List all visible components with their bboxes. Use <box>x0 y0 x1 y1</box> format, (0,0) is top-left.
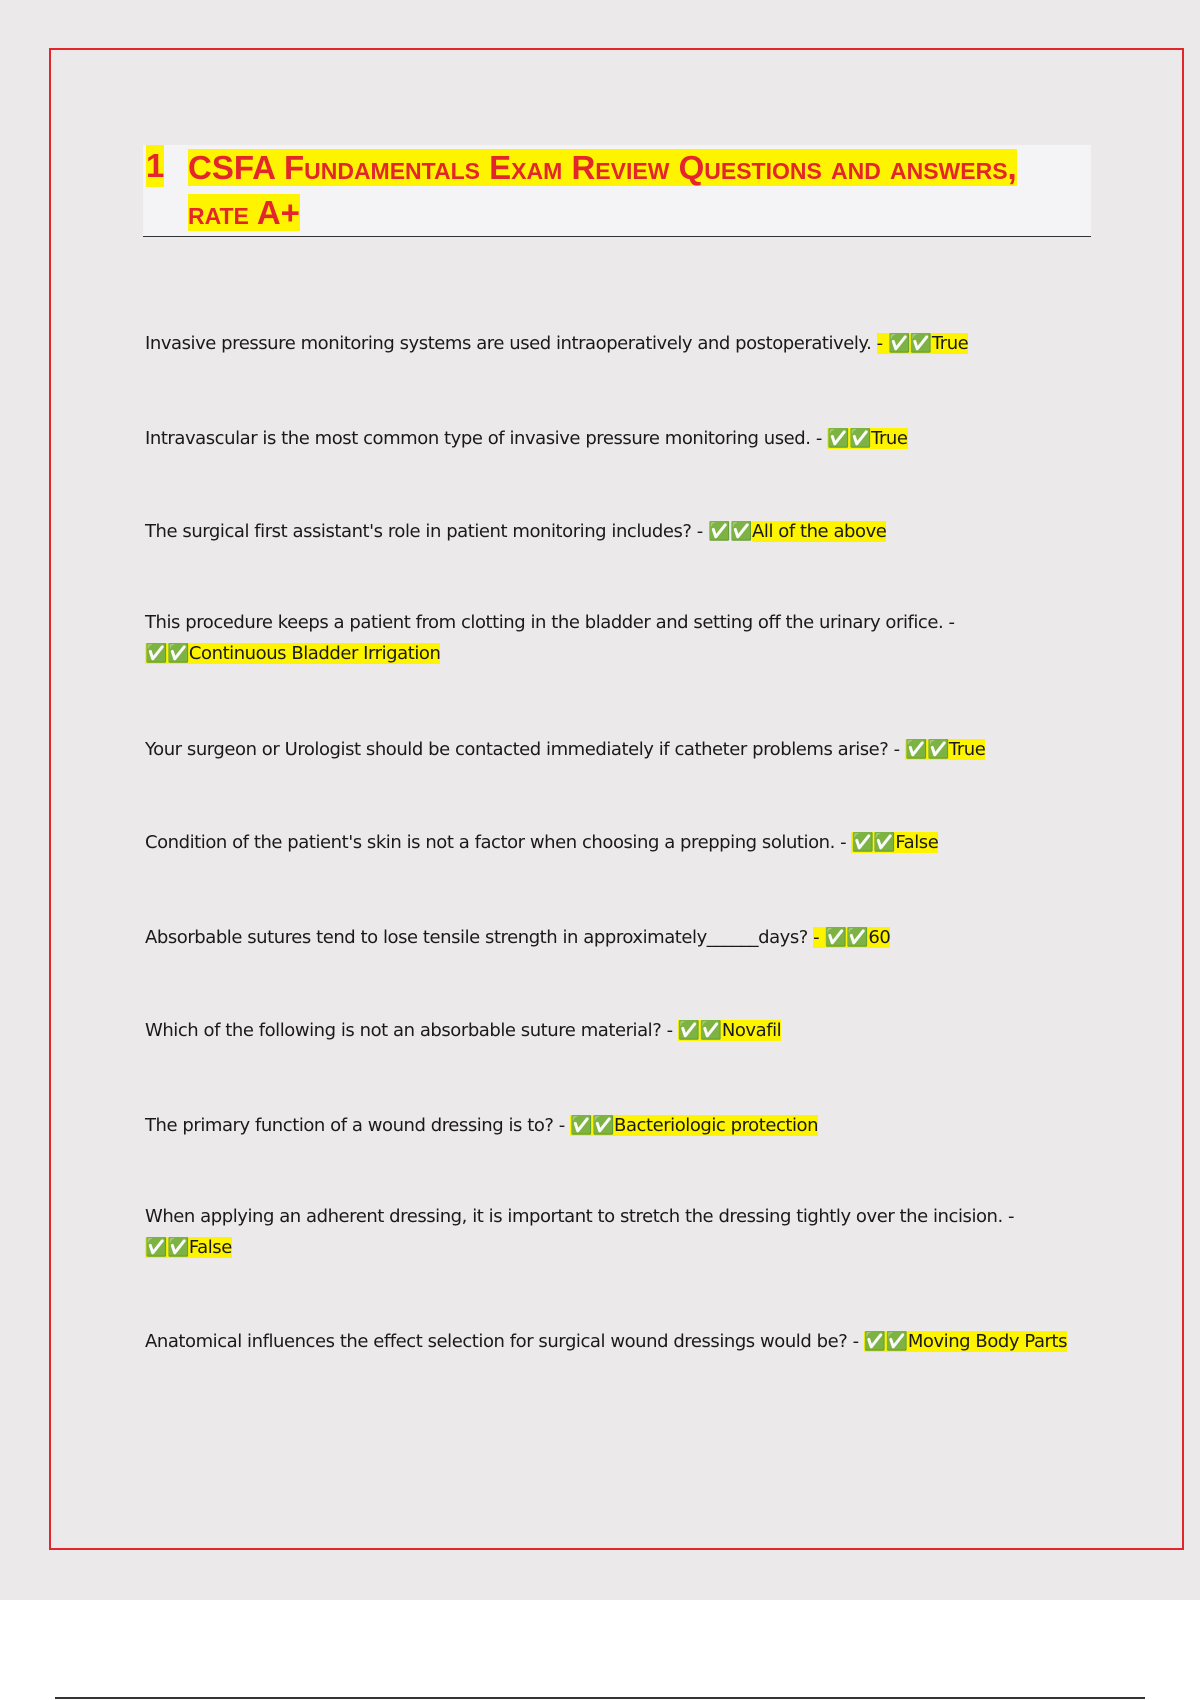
question-text: The surgical first assistant's role in patient monitoring includes? - ✅✅ <box>145 521 753 542</box>
answer-text: ✅✅Continuous Bladder Irrigation <box>145 643 441 664</box>
qa-item-1 <box>145 328 1085 359</box>
question-text: Which of the following is not an absorbable suture material? - <box>145 1020 678 1041</box>
answer-text: ✅✅True <box>827 428 908 449</box>
question-text: When applying an adherent dressing, it is important to stretch the dressing tightly over the incision. - <box>145 1206 1015 1227</box>
question-text: Condition of the patient's skin is not a factor when choosing a prepping solution. - <box>145 832 852 853</box>
qa-item-4 <box>145 607 1085 669</box>
question-text: This procedure keeps a patient from clotting in the bladder and setting off the urinary orifice. - <box>145 612 955 633</box>
answer-text: - ✅✅True <box>876 333 969 354</box>
qa-item-2 <box>145 423 1085 454</box>
question-text: Anatomical influences the effect selection for surgical wound dressings would be? - <box>145 1331 864 1352</box>
answer-text: ✅✅False <box>851 832 939 853</box>
answer-text: - ✅✅60 <box>813 927 891 948</box>
qa-item-7 <box>145 922 1085 953</box>
heading-block <box>143 145 1091 237</box>
question-text: Absorbable sutures tend to lose tensile strength in approximately______days? <box>145 927 814 948</box>
answer-text: ✅✅Novafil <box>677 1020 782 1041</box>
answer-text: ✅✅Bacteriologic protection <box>570 1115 819 1136</box>
answer-text: ✅✅True <box>905 739 986 760</box>
question-text: Intravascular is the most common type of invasive pressure monitoring used. - <box>145 428 828 449</box>
question-text: Invasive pressure monitoring systems are used intraoperatively and postoperatively. <box>145 333 877 354</box>
qa-item-10 <box>145 1201 1085 1263</box>
qa-item-3 <box>145 516 1085 547</box>
qa-item-5 <box>145 734 1085 765</box>
heading-number: 1 <box>146 145 164 187</box>
qa-item-11 <box>145 1326 1085 1357</box>
qa-item-8 <box>145 1015 1085 1046</box>
answer-text: ✅✅False <box>145 1237 232 1258</box>
heading-title-text: CSFA Fundamentals Exam Review Questions and answers, rate A+ <box>188 149 1017 231</box>
heading-title <box>188 145 1068 235</box>
qa-item-6 <box>145 827 1085 858</box>
next-page-rule <box>55 1697 1145 1699</box>
question-text: Your surgeon or Urologist should be contacted immediately if catheter problems arise? - <box>145 739 905 760</box>
page-border-frame <box>49 48 1184 1550</box>
question-text: The primary function of a wound dressing is to? - <box>145 1115 571 1136</box>
answer-text: ✅✅Moving Body Parts <box>863 1331 1068 1352</box>
qa-item-9 <box>145 1110 1085 1141</box>
answer-text: All of the above <box>752 521 887 542</box>
